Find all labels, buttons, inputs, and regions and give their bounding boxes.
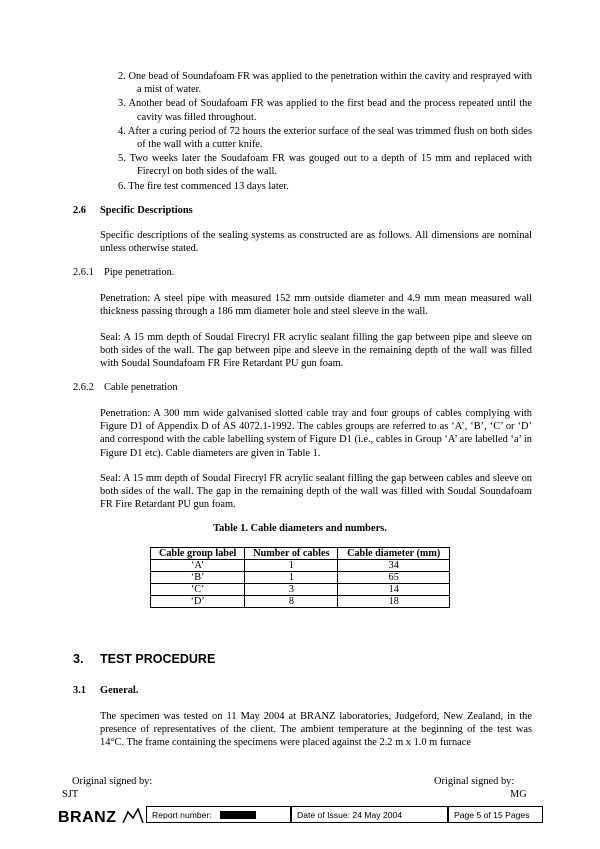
procedure-step: 4. After a curing period of 72 hours the exterior surface of the seal was trimmed flush on both sides of the wall with a cutter knife. bbox=[118, 125, 532, 151]
procedure-steps-list bbox=[118, 70, 532, 194]
procedure-step: 3. Another bead of Soudafoam FR was applied to the first bead and the process repeated until the cavity was filled throughout. bbox=[118, 98, 532, 123]
signoff-left-label: Original signed by: bbox=[72, 776, 153, 787]
table-cell: 1 bbox=[245, 572, 338, 584]
section-3-1-number: 3.1 bbox=[73, 685, 86, 696]
table-caption: Table 1. Cable diameters and numbers. bbox=[213, 523, 387, 534]
cable-seal-paragraph: Seal: A 15 mm depth of Soudal Firecryl FR acrylic sealant filling the gap between cables and sleeve on both sides of the wall. The gap in the remaining depth of the wall was filled with Soudal Soundafoam FR Fire Retardant PU gun foam. bbox=[100, 473, 532, 511]
table-cell: 3 bbox=[245, 584, 338, 596]
table-header-cell: Cable group label bbox=[151, 548, 245, 560]
page-number-box: Page 5 of 15 Pages bbox=[448, 806, 543, 823]
section-2-6-2-title: Cable penetration bbox=[104, 382, 178, 393]
table-header-cell: Cable diameter (mm) bbox=[338, 548, 450, 560]
table-cell: 18 bbox=[338, 596, 450, 608]
section-2-6-title: Specific Descriptions bbox=[100, 205, 193, 216]
table-cell: 8 bbox=[245, 596, 338, 608]
section-3-number: 3. bbox=[73, 652, 84, 666]
section-2-6-intro: Specific descriptions of the sealing systems as constructed are as follows. All dimensions are nominal unless otherwise stated. bbox=[100, 230, 532, 255]
signoff-right-label: Original signed by: bbox=[434, 776, 515, 787]
pipe-seal-paragraph: Seal: A 15 mm depth of Soudal Firecryl FR acrylic sealant filling the gap between pipe and sleeve on both sides of the wall. The gap between pipe and sleeve in the remaining depth of the wall was filled with Soudal Soundafoam FR Fire Retardant PU gun foam. bbox=[100, 332, 532, 370]
table-cell: 34 bbox=[338, 560, 450, 572]
table-row bbox=[151, 596, 450, 608]
procedure-step: 6. The fire test commenced 13 days later. bbox=[118, 180, 289, 192]
section-2-6-1-title: Pipe penetration. bbox=[104, 267, 175, 278]
house-icon bbox=[122, 808, 144, 824]
table-cell: ‘B’ bbox=[151, 572, 245, 584]
table-cell: 1 bbox=[245, 560, 338, 572]
table-header-row bbox=[151, 548, 450, 560]
report-number-box bbox=[146, 806, 291, 823]
general-paragraph: The specimen was tested on 11 May 2004 at BRANZ laboratories, Judgeford, New Zealand, in the presence of representatives of the client. The ambient temperature at the beginning of the test was 14°C. The frame containing the specimens were placed against the 2.2 m x 1.0 m furnace bbox=[100, 711, 532, 749]
pipe-penetration-paragraph: Penetration: A steel pipe with measured 152 mm outside diameter and 4.9 mm mean measured wall thickness passing through a 186 mm diameter hole and steel sleeve in the wall. bbox=[100, 293, 532, 318]
branz-logo bbox=[58, 808, 144, 827]
table-cell: ‘C’ bbox=[151, 584, 245, 596]
table-row bbox=[151, 572, 450, 584]
signoff-left-initials: SJT bbox=[62, 789, 79, 800]
section-2-6-2-number: 2.6.2 bbox=[73, 382, 94, 393]
report-number-label: Report number: bbox=[152, 810, 212, 820]
section-2-6-number: 2.6 bbox=[73, 205, 86, 216]
section-3-1-title: General. bbox=[100, 685, 139, 696]
branz-logo-text: BRANZ bbox=[58, 809, 117, 826]
date-of-issue-box: Date of Issue: 24 May 2004 bbox=[291, 806, 448, 823]
signoff-right-initials: MG bbox=[510, 789, 527, 800]
table-row bbox=[151, 584, 450, 596]
table-row bbox=[151, 560, 450, 572]
cable-penetration-paragraph: Penetration: A 300 mm wide galvanised slotted cable tray and four groups of cables complying with Figure D1 of Appendix D of AS 4072.1-1992. The cables groups are referred to as ‘A’, ‘B’, ‘C’ or ‘D’ and correspond with the cable labelling system of Figure D1 (i.e., cables in Group ‘A’ are labelled ‘a’ in Figure D1 etc). Cable diameters are given in Table 1. bbox=[100, 408, 532, 459]
table-cell: 14 bbox=[338, 584, 450, 596]
procedure-step: 5. Two weeks later the Soudafoam FR was gouged out to a depth of 15 mm and replaced with Firecryl on both sides of the wall. bbox=[118, 153, 532, 178]
redacted-block bbox=[220, 811, 256, 819]
procedure-step: 2. One bead of Soundafoam FR was applied to the penetration within the cavity and resprayed with a mist of water. bbox=[118, 71, 532, 96]
cable-table bbox=[150, 547, 450, 608]
section-2-6-1-number: 2.6.1 bbox=[73, 267, 94, 278]
table-cell: ‘D’ bbox=[151, 596, 245, 608]
section-3-title: TEST PROCEDURE bbox=[100, 652, 216, 666]
table-header-cell: Number of cables bbox=[245, 548, 338, 560]
table-cell: 65 bbox=[338, 572, 450, 584]
table-cell: ‘A’ bbox=[151, 560, 245, 572]
